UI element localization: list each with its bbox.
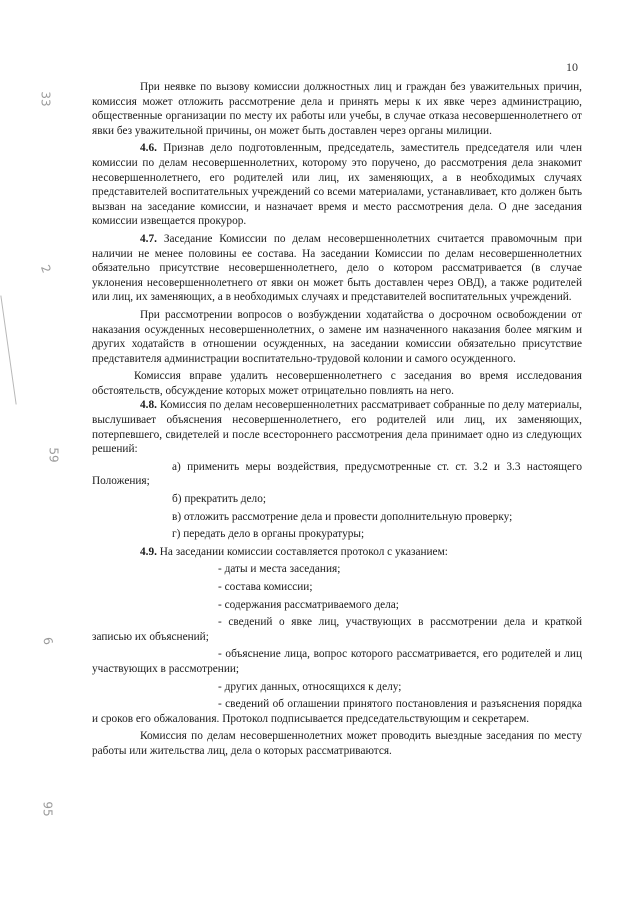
paragraph-offsite-sessions: Комиссия по делам несовершеннолетних может проводить выездные заседания по месту работы или жительства лиц, дела о которых рассматриваются. [92,730,582,757]
paragraph-4-7 [92,232,582,305]
document-body [92,80,582,759]
section-number: 4.7. [140,232,157,245]
section-number: 4.9. [140,545,157,558]
decision-option-a: а) применить меры воздействия, предусмотренные ст. ст. 3.2 и 3.3 настоящего Положения; [92,460,582,488]
paragraph-4-6 [92,141,582,229]
paragraph-4-8 [92,398,582,456]
paragraph-4-9 [92,545,582,560]
list-item: - других данных, относящихся к делу; [218,680,402,693]
margin-scribble: 6 [40,636,56,646]
list-item: - содержания рассматриваемого дела; [218,598,399,611]
margin-scribble: 95 [40,801,55,817]
decision-option-b: б) прекратить дело; [172,493,266,506]
list-item: - сведений об оглашении принятого постановления и разъяснения порядка и сроков его обжалования. Протокол подписывается председательствующим и секретарем. [92,698,582,725]
list-item: - состава комиссии; [218,581,313,593]
protocol-items-list [92,562,582,726]
section-text: Комиссия по делам несовершеннолетних рассматривает собранные по делу материалы, выслушивает объяснения несовершеннолетнего, его родителей или лиц, их заменяющих, потерпевшего, свидетелей и после всестороннего рассмотрения дела принимает одно из следующих решений: [92,399,582,456]
section-text: На заседании комиссии составляется протокол с указанием: [156,545,448,558]
paragraph-petition: При рассмотрении вопросов о возбуждении ходатайства о досрочном освобождении от наказания осужденных несовершеннолетних, о замене им назначенного наказания более мягким и других ходатайств в отношении осужденных, на заседании комиссии обязательно присутствие представителя администрации воспитательно-трудовой колонии и самого осужденного. [92,308,582,365]
margin-scribble: 2 [37,263,54,275]
decision-option-c: в) отложить рассмотрение дела и провести дополнительную проверку; [172,510,513,523]
scan-edge-line [0,295,16,404]
list-item: - сведений о явке лиц, участвующих в рассмотрении дела и краткой записью их объяснений; [92,616,582,643]
decision-option-d: г) передать дело в органы прокуратуры; [172,528,365,541]
section-text: Заседание Комиссии по делам несовершеннолетних считается правомочным при наличии не менее половины ее состава. На заседании Комиссии по делам несовершеннолетних обязательно присутствие несовершеннолетнего, дело о котором рассматривается (в случае уклонения несовершеннолетнего от явки он может быть доставлен через ОВД), а также родителей или лиц, их заменяющих, а в необходимых случаях и представителей воспитательных учреждений. [92,232,582,304]
paragraph-removal: Комиссия вправе удалить несовершеннолетнего с заседания во время исследования обстоятельств, обсуждение которых может отрицательно повлиять на него. [92,370,582,397]
section-number: 4.8. [140,399,157,412]
section-number: 4.6. [140,142,157,155]
list-item: - даты и места заседания; [218,563,341,576]
page-number: 10 [566,60,578,74]
paragraph-non-appearance: При неявке по вызову комиссии должностных лиц и граждан без уважительных причин, комиссия может отложить рассмотрение дела и принять меры к их явке через администрацию, общественные организации по месту их работы или учебы, в случае отказа несовершеннолетнего от явки без уважительной причины, он может быть доставлен через органы милиции. [92,81,582,137]
margin-scribble: 59 [46,447,61,463]
margin-scribble: 33 [38,91,53,107]
section-text: Признав дело подготовленным, председатель, заместитель председателя или член комиссии по делам несовершеннолетних, которому это поручено, до рассмотрения дела знакомит несовершеннолетнего, его родителей или лиц, их заменяющих, а в необходимых случаях представителей воспитательных учреждений со всеми материалами, устанавливает, кто должен быть вызван на заседание комиссии, и назначает время и место рассмотрения дела. О дне заседания комиссии извещается прокурор. [92,142,582,228]
list-item: - объяснение лица, вопрос которого рассматривается, его родителей и лиц участвующих в рассмотрении; [92,648,582,675]
